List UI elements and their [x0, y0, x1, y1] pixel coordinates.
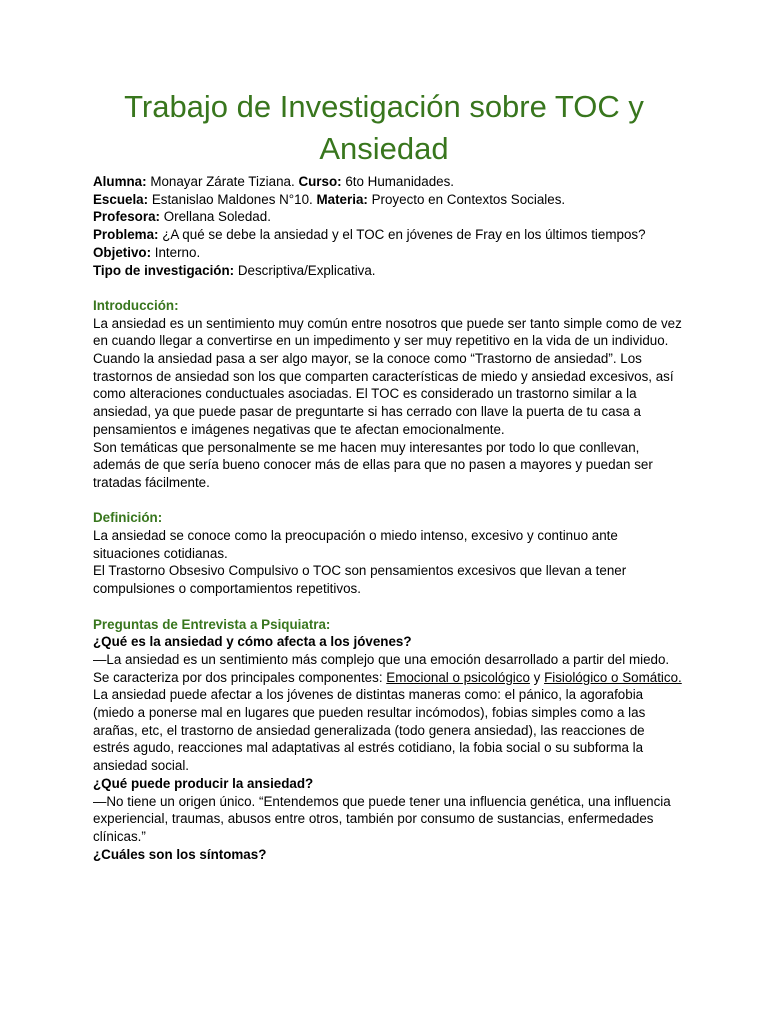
question-2: ¿Qué puede producir la ansiedad?	[93, 775, 314, 791]
document-body	[93, 173, 683, 863]
info-line-profesora	[93, 208, 683, 226]
info-line-alumna	[93, 173, 683, 191]
emocional-link[interactable]: Emocional o psicológico	[386, 669, 530, 685]
objetivo-label: Objetivo:	[93, 244, 152, 260]
materia-value: Proyecto en Contextos Sociales.	[371, 191, 566, 207]
problema-label: Problema:	[93, 227, 159, 243]
problema-value: ¿A qué se debe la ansiedad y el TOC en jóvenes de Fray en los últimos tiempos?	[162, 227, 646, 243]
materia-label: Materia:	[316, 191, 368, 207]
answer-1-text: —La ansiedad es un sentimiento más complejo que una emoción desarrollado a partir del miedo. Se caracteriza por dos principales componentes:	[93, 651, 670, 685]
definicion-paragraph-1: La ansiedad se conoce como la preocupación o miedo intenso, excesivo y continuo ante situaciones cotidianas.	[93, 528, 618, 561]
question-3: ¿Cuáles son los síntomas?	[93, 846, 267, 862]
answer-1	[93, 651, 683, 686]
answer-1-conjunction: y	[529, 669, 545, 685]
info-line-problema	[93, 226, 683, 244]
curso-value: 6to Humanidades.	[345, 174, 455, 189]
spacer	[93, 598, 683, 616]
escuela-label: Escuela:	[93, 191, 149, 207]
curso-label: Curso:	[298, 174, 342, 189]
question-1: ¿Qué es la ansiedad y cómo afecta a los jóvenes?	[93, 634, 412, 650]
alumna-value: Monayar Zárate Tiziana.	[150, 174, 295, 189]
entrevista-heading: Preguntas de Entrevista a Psiquiatra:	[93, 616, 331, 632]
fisiologico-link[interactable]: Fisiológico o Somático.	[544, 669, 682, 685]
spacer	[93, 279, 683, 297]
answer-2: —No tiene un origen único. “Entendemos que puede tener una influencia genética, una influencia experiencial, traumas, abusos entre otros, también por consumo de sustancias, enfermedades clínicas.”	[93, 793, 671, 844]
introduccion-heading: Introducción:	[93, 297, 179, 313]
alumna-label: Alumna:	[93, 174, 147, 189]
info-line-escuela	[93, 191, 683, 209]
definicion-paragraph-2: El Trastorno Obsesivo Compulsivo o TOC son pensamientos excesivos que llevan a tener compulsiones o comportamientos repetitivos.	[93, 563, 627, 597]
info-line-objetivo	[93, 244, 683, 262]
spacer	[93, 492, 683, 510]
profesora-label: Profesora:	[93, 209, 160, 225]
answer-1-paragraph-2: La ansiedad puede afectar a los jóvenes de distintas maneras como: el pánico, la agorafobia (miedo a ponerse mal en lugares que pueden resultar incómodos), fobias simples como a las arañas, etc, el trastorno de ansiedad generalizada (todo genera ansiedad), las reacciones de estrés agudo, reacciones mal adaptativas al estrés cotidiano, la fobia social o su subforma la ansiedad social.	[93, 687, 646, 774]
tipo-value: Descriptiva/Explicativa.	[237, 262, 376, 278]
definicion-heading: Definición:	[93, 510, 163, 526]
profesora-value: Orellana Soledad.	[163, 209, 271, 225]
introduccion-paragraph-2: Son temáticas que personalmente se me hacen muy interesantes por todo lo que conllevan, además de que sería bueno conocer más de ellas para que no pasen a mayores y puedan ser tratadas fácilmente.	[93, 439, 653, 490]
escuela-value: Estanislao Maldones N°10.	[151, 191, 313, 207]
introduccion-paragraph-1: La ansiedad es un sentimiento muy común entre nosotros que puede ser tanto simple como de vez en cuando llegar a convertirse en un impedimento y ser muy repetitivo en la vida de un individuo. Cuando la ansiedad pasa a ser algo mayor, se la conoce como “Trastorno de ansiedad”. Los trastornos de ansiedad son los que comparten características de miedo y ansiedad excesivos, así como alteraciones conductuales asociadas. El TOC es considerado un trastorno similar a la ansiedad, ya que puede pasar de preguntarte si has cerrado con llave la puerta de tu casa a pensamientos e imágenes negativas que te afectan emocionalmente.	[93, 315, 682, 437]
document-title: Trabajo de Investigación sobre TOC y Ansiedad	[124, 89, 644, 166]
tipo-label: Tipo de investigación:	[93, 262, 235, 278]
objetivo-value: Interno.	[154, 244, 201, 260]
info-line-tipo	[93, 262, 683, 280]
